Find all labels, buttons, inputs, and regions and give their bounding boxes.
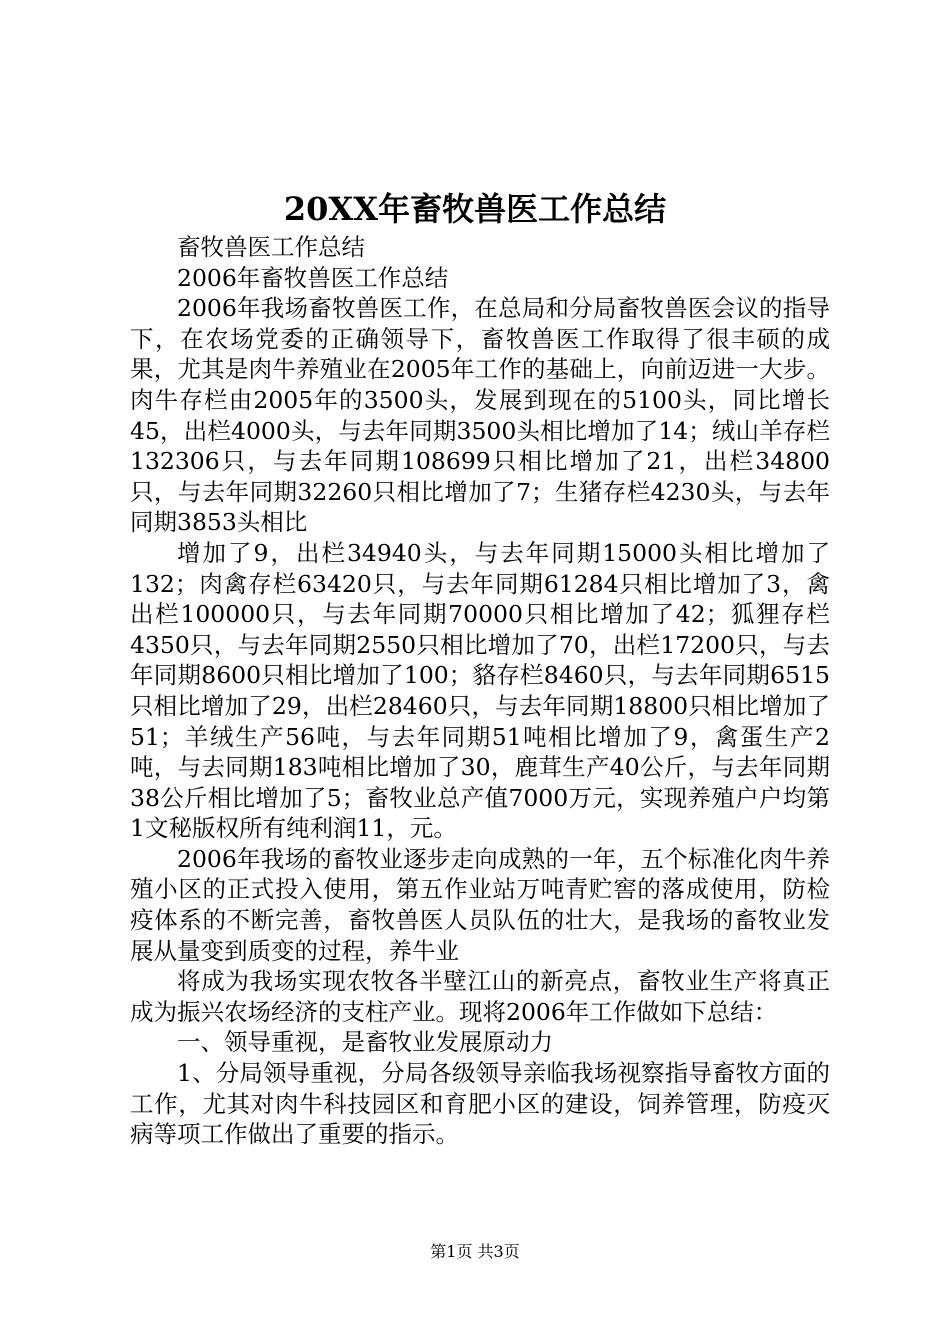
document-title: 20XX年畜牧兽医工作总结 [283,190,667,228]
page-footer: 第1页 共3页 [430,1242,520,1261]
paragraph: 将成为我场实现农牧各半壁江山的新亮点，畜牧业生产将真正成为振兴农场经济的支柱产业。现将2006年工作做如下总结： [130,967,830,1026]
paragraph: 畜牧兽医工作总结 [177,233,365,261]
section-heading: 一、领导重视，是畜牧业发展原动力 [177,1028,553,1057]
paragraph: 增加了9，出栏34940头，与去年同期15000头相比增加了132；肉禽存栏63420只，与去年同期61284只相比增加了3，禽出栏100000只，与去年同期70000只相比增加了42；狐狸存栏4350只，与去年同期2550只相比增加了70，出栏17200只，与去年同期8600只相比增加了100；貉存栏8460只，与去年同期6515只相比增加了29，出栏28460只，与去年同期18800只相比增加了51；羊绒生产56吨，与去年同期51吨相比增加了9，禽蛋生产2吨，与去同期183吨相比增加了30，鹿茸生产40公斤，与去年同期38公斤相比增加了5；畜牧业总产值7000万元，实现养殖户户均第1文秘版权所有纯利润11，元。 [130,538,830,843]
paragraph: 2006年我场的畜牧业逐步走向成熟的一年，五个标准化肉牛养殖小区的正式投入使用，第五作业站万吨青贮窖的落成使用，防检疫体系的不断完善，畜牧兽医人员队伍的壮大，是我场的畜牧业发展从量变到质变的过程，养牛业 [130,844,830,965]
paragraph: 2006年我场畜牧兽医工作，在总局和分局畜牧兽医会议的指导下，在农场党委的正确领导下，畜牧兽医工作取得了很丰硕的成果，尤其是肉牛养殖业在2005年工作的基础上，向前迈进一大步。肉牛存栏由2005年的3500头，发展到现在的5100头，同比增长45，出栏4000头，与去年同期3500头相比增加了14；绒山羊存栏132306只，与去年同期108699只相比增加了21，出栏34800只，与去年同期32260只相比增加了7；生猪存栏4230头，与去年同期3853头相比 [130,294,830,537]
paragraph: 1、分局领导重视，分局各级领导亲临我场视察指导畜牧方面的工作，尤其对肉牛科技园区和育肥小区的建设，饲养管理，防疫灭病等项工作做出了重要的指示。 [130,1059,830,1149]
paragraph: 2006年畜牧兽医工作总结 [177,263,449,292]
document-body [130,232,830,1150]
